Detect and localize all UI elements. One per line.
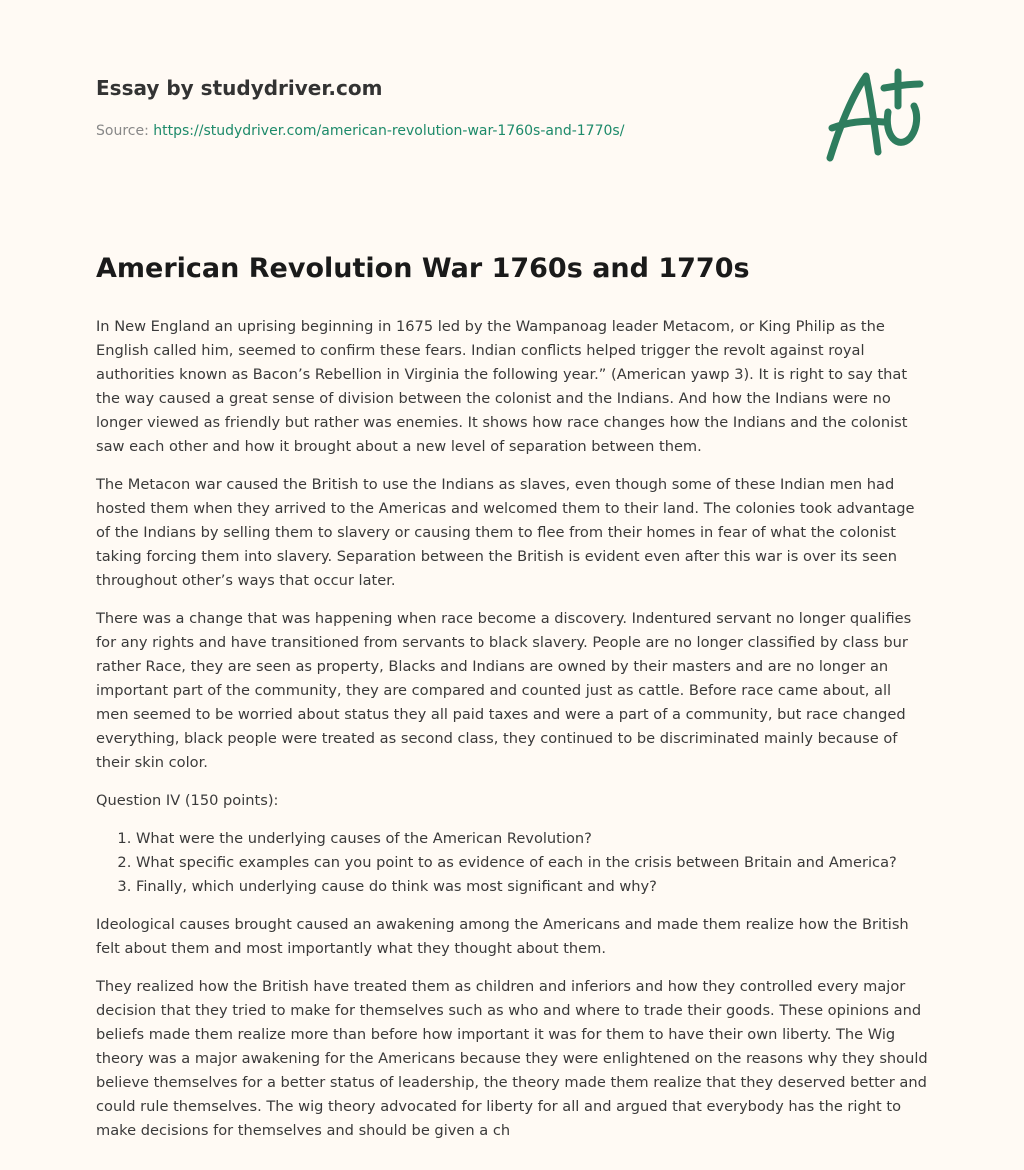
list-item: 1. What were the underlying causes of the American Revolution? [136, 827, 928, 851]
site-brand: Essay by studydriver.com [96, 76, 383, 100]
paragraph: In New England an uprising beginning in 1675 led by the Wampanoag leader Metacom, or King Philip as the English called him, seemed to confirm these fears. Indian conflicts helped trigger the revolt against royal authorities known as Bacon’s Rebellion in Virginia the following year.” (American yawp 3). It is right to say that the way caused a great sense of division between the colonist and the Indians. And how the Indians were no longer viewed as friendly but rather was enemies. It shows how race changes how the Indians and the colonist saw each other and how it brought about a new level of separation between them. [96, 318, 908, 455]
question-list [96, 827, 928, 899]
a-plus-logo-icon [818, 66, 930, 166]
list-item: 3. Finally, which underlying cause do think was most significant and why? [136, 875, 928, 899]
source-line [96, 123, 624, 139]
paragraph: Ideological causes brought caused an awakening among the Americans and made them realize how the British felt about them and most importantly what they thought about them. [96, 916, 909, 957]
paragraph: They realized how the British have treated them as children and inferiors and how they controlled every major decision that they tried to make for themselves such as who and where to trade their goods. These opinions and beliefs made them realize more than before how important it was for them to have their own liberty. The Wig theory was a major awakening for the Americans because they were enlightened on the reasons why they should believe themselves for a better status of leadership, the theory made them realize that they deserved better and could rule themselves. The wig theory advocated for liberty for all and argued that everybody has the right to make decisions for themselves and should be given a ch [96, 978, 928, 1139]
source-label: Source: [96, 123, 149, 139]
question-heading: Question IV (150 points): [96, 792, 279, 809]
essay-title: American Revolution War 1760s and 1770s [96, 253, 750, 284]
paragraph: There was a change that was happening when race become a discovery. Indentured servant no longer qualifies for any rights and have transitioned from servants to black slavery. People are no longer classified by class bur rather Race, they are seen as property, Blacks and Indians are owned by their masters and are no longer an important part of the community, they are compared and counted just as cattle. Before race came about, all men seemed to be worried about status they all paid taxes and were a part of a community, but race changed everything, black people were treated as second class, they continued to be discriminated mainly because of their skin color. [96, 610, 912, 771]
list-item: 2. What specific examples can you point to as evidence of each in the crisis between Britain and America? [136, 851, 928, 875]
essay-body [96, 315, 928, 1157]
source-link[interactable]: https://studydriver.com/american-revolution-war-1760s-and-1770s/ [153, 123, 625, 139]
paragraph: The Metacon war caused the British to use the Indians as slaves, even though some of these Indian men had hosted them when they arrived to the Americas and welcomed them to their land. The colonies took advantage of the Indians by selling them to slavery or causing them to flee from their homes in fear of what the colonist taking forcing them into slavery. Separation between the British is evident even after this war is over its seen throughout other’s ways that occur later. [96, 476, 915, 589]
